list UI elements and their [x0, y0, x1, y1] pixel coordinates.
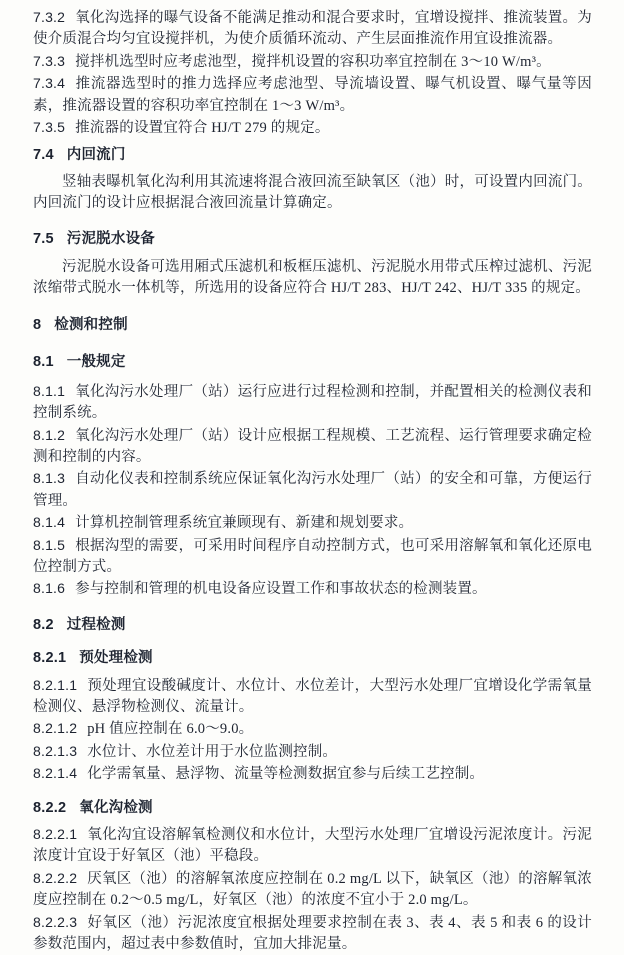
- clause-text: 厌氧区（池）的溶解氧浓度应控制在 0.2 mg/L 以下，缺氧区（池）的溶解氧浓度应控制在 0.2～0.5 mg/L，好氧区（池）的浓度不宜小于 2.0 mg/L。: [33, 870, 592, 909]
- clause-text: 氧化沟污水处理厂（站）运行应进行过程检测和控制，并配置相关的检测仪表和控制系统。: [33, 383, 592, 422]
- clause-7-3-2: [33, 7, 592, 51]
- clause-8-1-2: [33, 425, 592, 469]
- clause-number: 8.1.6: [33, 580, 66, 597]
- clause-text: 参与控制和管理的机电设备应设置工作和事故状态的检测装置。: [75, 581, 487, 598]
- clause-number: 8.2.1.4: [33, 765, 78, 782]
- paragraph-7-4-body: 竖轴表曝机氧化沟利用其流速将混合液回流至缺氧区（池）时，可设置内回流门。内回流门的设计应根据混合液回流量计算确定。: [33, 173, 592, 212]
- clause-text: 自动化仪表和控制系统应保证氧化沟污水处理厂（站）的安全和可靠，方便运行管理。: [33, 471, 592, 509]
- clause-8-2-2-3: [33, 912, 592, 955]
- subsection-number: 8.2.2: [33, 799, 67, 816]
- clause-number: 7.3.5: [33, 119, 66, 136]
- clause-8-2-1-3: [33, 741, 592, 763]
- clause-text: 搅拌机选型时应考虑池型，搅拌机设置的容积功率宜控制在 3～10 W/m³。: [75, 53, 551, 70]
- clause-8-1-6: [33, 578, 592, 600]
- clause-number: 8.2.1.1: [33, 676, 78, 693]
- clause-text: 根据沟型的需要，可采用时间程序自动控制方式，也可采用溶解氧和氧化还原电位控制方式。: [33, 537, 592, 575]
- clause-text: 氧化沟选择的曝气设备不能满足推动和混合要求时，宜增设搅拌、推流装置。为使介质混合均匀宜设搅拌机，为使介质循环流动、产生层面推流作用宜设推流器。: [33, 10, 592, 48]
- clause-8-1-1: [33, 381, 592, 425]
- clause-8-1-4: [33, 512, 592, 534]
- clause-number: 8.1.5: [33, 536, 66, 553]
- chapter-heading-8: [33, 315, 592, 336]
- clause-number: 7.3.3: [33, 52, 66, 69]
- section-title: 一般规定: [66, 354, 126, 371]
- clause-number: 8.2.2.2: [33, 869, 78, 886]
- clause-number: 8.1.4: [33, 514, 66, 531]
- section-heading-8-2: [33, 615, 592, 636]
- subsection-title: 氧化沟检测: [79, 799, 153, 816]
- section-number: 7.5: [33, 230, 54, 247]
- clause-number: 7.3.2: [33, 9, 66, 25]
- clause-8-2-1-1: [33, 675, 592, 719]
- clause-text: pH 值应控制在 6.0～9.0。: [87, 721, 254, 738]
- section-title: 内回流门: [66, 147, 126, 164]
- clause-number: 8.2.1.3: [33, 742, 78, 759]
- clause-text: 氧化沟宜设溶解氧检测仪和水位计，大型污水处理厂宜增设污泥浓度计。污泥浓度计宜设于好氧区（池）平稳段。: [33, 827, 592, 865]
- clause-8-1-5: [33, 535, 592, 579]
- section-heading-8-1: [33, 352, 592, 373]
- clause-8-2-2-1: [33, 824, 592, 868]
- clause-text: 推流器选型时的推力选择应考虑池型、导流墙设置、曝气机设置、曝气量等因素，推流器设置的容积功率宜控制在 1～3 W/m³。: [33, 76, 592, 114]
- subsection-number: 8.2.1: [33, 650, 67, 667]
- chapter-title: 检测和控制: [54, 316, 128, 333]
- chapter-number: 8: [33, 316, 42, 333]
- section-heading-7-4: [33, 145, 592, 166]
- clause-7-3-4: [33, 73, 592, 117]
- section-number: 8.2: [33, 616, 54, 633]
- clause-text: 氧化沟污水处理厂（站）设计应根据工程规模、工艺流程、运行管理要求确定检测和控制的内容。: [33, 427, 592, 465]
- clause-8-1-3: [33, 468, 592, 512]
- clause-number: 8.1.2: [33, 426, 66, 443]
- clause-text: 好氧区（池）污泥浓度宜根据处理要求控制在表 3、表 4、表 5 和表 6 的设计参数范围内，超过表中参数值时，宜加大排泥量。: [33, 914, 592, 953]
- clause-number: 8.2.2.3: [33, 913, 78, 930]
- clause-8-2-1-2: [33, 718, 592, 740]
- clause-8-2-1-4: [33, 763, 592, 785]
- clause-text: 预处理宜设酸碱度计、水位计、水位差计，大型污水处理厂宜增设化学需氧量检测仪、悬浮物检测仪、流量计。: [33, 677, 592, 715]
- section-number: 8.1: [33, 354, 54, 371]
- subsection-title: 预处理检测: [79, 650, 153, 667]
- clause-number: 8.1.1: [33, 382, 66, 399]
- section-heading-7-5: [33, 229, 592, 250]
- clause-7-3-3: [33, 51, 592, 73]
- clause-number: 8.2.2.1: [33, 826, 78, 842]
- section-title: 污泥脱水设备: [66, 230, 155, 247]
- clause-number: 8.1.3: [33, 470, 66, 487]
- clause-number: 7.3.4: [33, 75, 66, 92]
- section-title: 过程检测: [66, 616, 126, 633]
- clause-7-3-5: [33, 117, 592, 139]
- clause-8-2-2-2: [33, 868, 592, 912]
- subsection-heading-8-2-2: [33, 798, 592, 819]
- section-number: 7.4: [33, 147, 54, 164]
- subsection-heading-8-2-1: [33, 648, 592, 669]
- clause-text: 化学需氧量、悬浮物、流量等检测数据宜参与后续工艺控制。: [87, 766, 485, 783]
- clause-text: 水位计、水位差计用于水位监测控制。: [87, 743, 338, 760]
- clause-text: 推流器的设置宜符合 HJ/T 279 的规定。: [75, 120, 330, 137]
- clause-text: 计算机控制管理系统宜兼顾现有、新建和规划要求。: [75, 515, 414, 532]
- clause-number: 8.2.1.2: [33, 720, 78, 737]
- paragraph-7-5-body: 污泥脱水设备可选用厢式压滤机和板框压滤机、污泥脱水用带式压榨过滤机、污泥浓缩带式脱水一体机等，所选用的设备应符合 HJ/T 283、HJ/T 242、HJ/T 335 的规定。: [33, 259, 592, 297]
